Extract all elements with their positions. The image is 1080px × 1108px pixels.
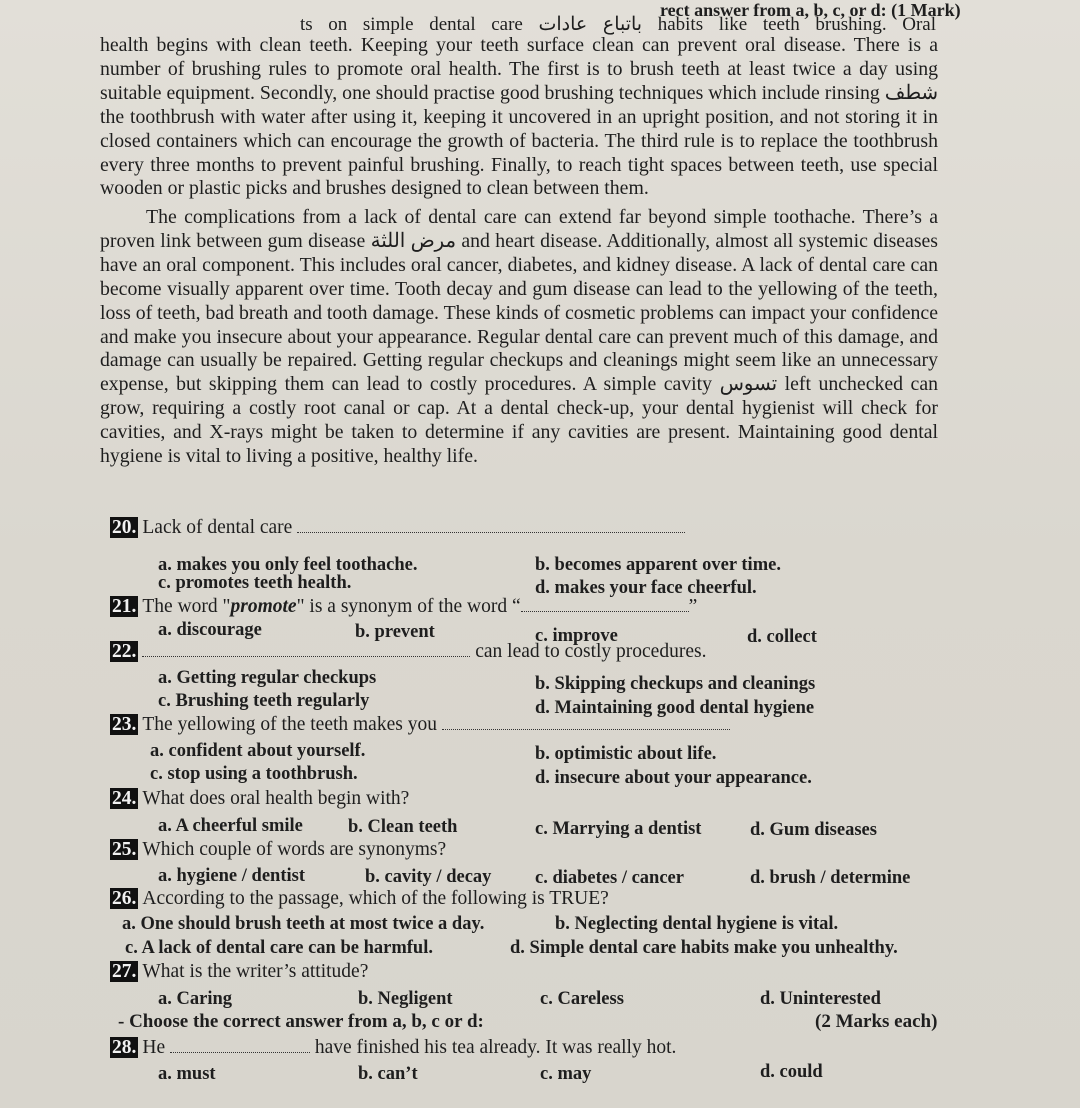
- question-stem: The yellowing of the teeth makes you: [142, 714, 437, 735]
- question-number: 28.: [112, 1037, 137, 1058]
- question-20: [110, 516, 685, 540]
- option-a[interactable]: a. makes you only feel toothache.: [158, 555, 418, 575]
- question-number: 27.: [112, 961, 137, 982]
- option-b[interactable]: b. optimistic about life.: [535, 744, 717, 764]
- option-c[interactable]: c. A lack of dental care can be harmful.: [125, 938, 433, 958]
- option-b[interactable]: b. prevent: [355, 622, 435, 642]
- option-d[interactable]: d. Simple dental care habits make you unhealthy.: [510, 938, 898, 958]
- question-stem: Lack of dental care: [142, 517, 293, 538]
- option-d[interactable]: d. Gum diseases: [750, 820, 877, 840]
- question-stem-cont: " is a synonym of the word “: [296, 596, 521, 617]
- option-a[interactable]: a. must: [158, 1064, 216, 1084]
- option-d[interactable]: d. brush / determine: [750, 868, 911, 888]
- question-21: [110, 595, 697, 619]
- section-instruction: - Choose the correct answer from a, b, c or d:: [118, 1011, 484, 1032]
- option-b[interactable]: b. can’t: [358, 1064, 418, 1084]
- question-22: [110, 640, 706, 664]
- question-stem: What does oral health begin with?: [142, 788, 410, 809]
- question-number: 26.: [112, 888, 137, 909]
- question-28: [110, 1036, 676, 1060]
- question-23: [110, 713, 730, 737]
- section-marks: (2 Marks each): [815, 1011, 938, 1032]
- option-b[interactable]: b. becomes apparent over time.: [535, 555, 781, 575]
- question-stem: The word ": [142, 596, 231, 617]
- section-header-fragment: rect answer from a, b, c, or d: (1 Mark): [660, 0, 961, 20]
- question-number: 21.: [112, 596, 137, 617]
- option-a[interactable]: a. confident about yourself.: [150, 741, 366, 761]
- passage-paragraph-1: health begins with clean teeth. Keeping your teeth surface clean can prevent oral disease. There is a number of brushing rules to promote oral health. The first is to brush teeth at least twice a day using suitable equipment. Secondly, one should practise good brushing techniques which include rinsing شطف the toothbrush with water after using it, keeping it uncovered in an upright position, and not storing it in closed containers which can encourage the growth of bacteria. The third rule is to replace the toothbrush every three months to prevent painful brushing. Finally, to reach tight spaces between teeth, use special wooden or plastic picks and brushes designed to clean between them.: [100, 34, 938, 200]
- option-b[interactable]: b. Negligent: [358, 989, 453, 1009]
- option-c[interactable]: c. Marrying a dentist: [535, 819, 702, 839]
- option-d[interactable]: d. could: [760, 1062, 823, 1082]
- option-a[interactable]: a. Getting regular checkups: [158, 668, 377, 688]
- option-a[interactable]: a. discourage: [158, 620, 262, 640]
- question-keyword: promote: [230, 596, 297, 617]
- question-stem: What is the writer’s attitude?: [142, 961, 369, 982]
- question-stem: According to the passage, which of the following is TRUE?: [142, 888, 609, 909]
- option-c[interactable]: c. improve: [535, 626, 618, 646]
- option-c[interactable]: c. Brushing teeth regularly: [158, 691, 370, 711]
- option-d[interactable]: d. makes your face cheerful.: [535, 578, 757, 598]
- option-b[interactable]: b. Skipping checkups and cleanings: [535, 674, 816, 694]
- question-stem: can lead to costly procedures.: [475, 641, 707, 662]
- option-d[interactable]: d. collect: [747, 627, 817, 647]
- question-number: 22.: [112, 641, 137, 662]
- question-stem-end: ”: [688, 596, 698, 617]
- option-d[interactable]: d. insecure about your appearance.: [535, 768, 812, 788]
- option-c[interactable]: c. Careless: [540, 989, 624, 1009]
- question-27: [110, 960, 368, 984]
- option-a[interactable]: a. hygiene / dentist: [158, 866, 305, 886]
- option-c[interactable]: c. stop using a toothbrush.: [150, 764, 358, 784]
- option-a[interactable]: a. One should brush teeth at most twice a day.: [122, 914, 485, 934]
- question-stem-cont: have finished his tea already. It was really hot.: [314, 1037, 677, 1058]
- question-number: 20.: [112, 517, 137, 538]
- option-d[interactable]: d. Uninterested: [760, 989, 881, 1009]
- passage-line-1: ts on simple dental care باتباع عادات habits like teeth brushing. Oral: [300, 14, 936, 35]
- question-number: 25.: [112, 839, 137, 860]
- passage-paragraph-2: The complications from a lack of dental care can extend far beyond simple toothache. There’s a proven link between gum disease مرض اللثة and heart disease. Additionally, almost all systemic diseases have an oral component. This includes oral cancer, diabetes, and kidney disease. A lack of dental care can become visually apparent over time. Tooth decay and gum disease can lead to the yellowing of the teeth, loss of teeth, bad breath and tooth damage. These kinds of cosmetic problems can impact your confidence and make you insecure about your appearance. Regular dental care can prevent much of this damage, and damage can usually be repaired. Getting regular checkups and cleanings might seem like an unnecessary expense, but skipping them can lead to costly procedures. A simple cavity تسوس left unchecked can grow, requiring a costly root canal or cap. At a dental check-up, your dental hygienist will check for cavities, and X-rays might be taken to determine if any cavities are present. Maintaining good dental hygiene is vital to living a positive, healthy life.: [100, 206, 939, 468]
- option-a[interactable]: a. A cheerful smile: [158, 816, 303, 836]
- question-25: [110, 838, 446, 862]
- answer-blank: [521, 597, 689, 612]
- question-24: [110, 787, 409, 811]
- question-number: 24.: [112, 788, 137, 809]
- option-c[interactable]: c. promotes teeth health.: [158, 573, 352, 593]
- question-stem: He: [142, 1037, 166, 1058]
- answer-blank: [170, 1038, 310, 1053]
- option-c[interactable]: c. may: [540, 1064, 592, 1084]
- question-26: [110, 887, 609, 911]
- option-b[interactable]: b. Neglecting dental hygiene is vital.: [555, 914, 839, 934]
- answer-blank: [442, 715, 730, 730]
- answer-blank: [297, 518, 685, 533]
- option-a[interactable]: a. Caring: [158, 989, 232, 1009]
- question-number: 23.: [112, 714, 137, 735]
- option-c[interactable]: c. diabetes / cancer: [535, 868, 684, 888]
- answer-blank: [142, 642, 470, 657]
- question-stem: Which couple of words are synonyms?: [142, 839, 447, 860]
- option-b[interactable]: b. cavity / decay: [365, 867, 492, 887]
- option-d[interactable]: d. Maintaining good dental hygiene: [535, 698, 815, 718]
- option-b[interactable]: b. Clean teeth: [348, 817, 458, 837]
